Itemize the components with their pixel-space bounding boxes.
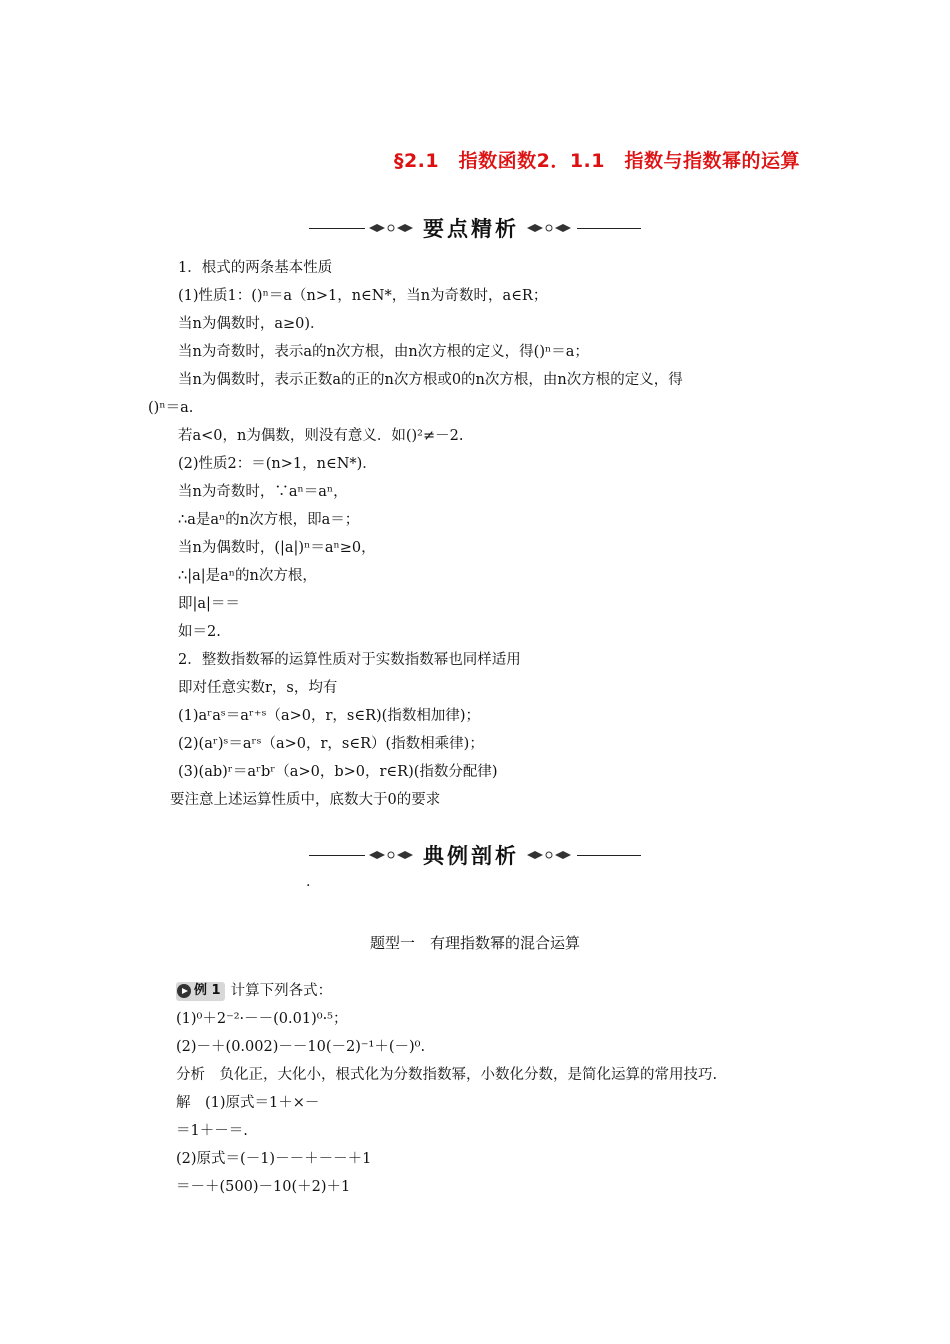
body-line: 当n为偶数时，表示正数a的正的n次方根或0的n次方根，由n次方根的定义，得 [178,372,683,388]
page-title: §2.1 指数函数2．1.1 指数与指数幂的运算 [393,150,800,172]
banner-rule-left [309,228,365,229]
example-line: ＝－＋(500)－10(＋2)＋1 [176,1179,351,1195]
body-line: 如＝2. [178,624,221,640]
example-line: 分析 负化正，大化小，根式化为分数指数幂，小数化分数，是简化运算的常用技巧. [176,1067,718,1083]
example-prompt: 计算下列各式： [230,983,333,999]
example-header [176,981,332,1001]
body-line: (2)(aʳ)ˢ＝aʳˢ（a>0，r，s∈R）(指数相乘律)； [178,736,484,752]
body-line: 当n为奇数时，表示a的n次方根，由n次方根的定义，得()ⁿ＝a； [178,344,589,360]
banner-rule-right [577,855,641,856]
body-line: 当n为偶数时，(|a|)ⁿ＝aⁿ≥0， [178,540,376,556]
body-line: ∴a是aⁿ的n次方根，即a＝； [178,512,360,528]
example-badge: 例 1 [176,982,225,1001]
body-line: (3)(ab)ʳ＝aʳbʳ（a>0，b>0，r∈R)(指数分配律) [178,764,498,780]
body-line: 当n为偶数时，a≥0)． [178,316,325,332]
body-line: 1．根式的两条基本性质 [178,260,333,276]
body-line: (1)性质1：()ⁿ＝a（n>1，n∈N*，当n为奇数时，a∈R； [178,288,548,304]
ornament-right-icon [527,223,573,233]
body-line: (2)性质2：＝(n>1，n∈N*)． [178,456,377,472]
section-banner-key-points [0,213,950,243]
stray-dot: . [306,874,311,890]
type-heading: 题型一 有理指数幂的混合运算 [369,934,580,952]
section-label-key-points: 要点精析 [423,217,519,241]
ornament-left-icon [369,850,415,860]
ornament-right-icon [527,850,573,860]
banner-rule-right [577,228,641,229]
body-line: (1)aʳaˢ＝aʳ⁺ˢ（a>0，r，s∈R)(指数相加律)； [178,708,480,724]
body-line: 当n为奇数时，∵aⁿ＝aⁿ， [178,484,348,500]
ornament-left-icon [369,223,415,233]
body-line: 即对任意实数r，s，均有 [178,680,338,696]
body-line: 要注意上述运算性质中，底数大于0的要求 [170,792,441,808]
play-icon [177,984,191,998]
banner-rule-left [309,855,365,856]
example-line: (2)原式＝(－1)－－＋－－＋1 [176,1151,372,1167]
example-line: 解 (1)原式＝1＋×－ [176,1095,320,1111]
body-line: ()ⁿ＝a. [148,400,194,416]
example-line: (1)⁰＋2⁻²·－－(0.01)⁰·⁵； [176,1011,348,1027]
section-banner-examples [0,840,950,870]
section-label-examples: 典例剖析 [423,844,519,868]
body-line: 即|a|＝＝ [178,596,240,612]
body-line: 2．整数指数幂的运算性质对于实数指数幂也同样适用 [178,652,521,668]
example-line: ＝1＋－＝. [176,1123,248,1139]
body-line: 若a<0，n为偶数，则没有意义．如()²≠－2. [178,428,464,444]
example-line: (2)－＋(0.002)－－10(－2)⁻¹＋(－)⁰. [176,1039,426,1055]
body-line: ∴|a|是aⁿ的n次方根， [178,568,317,584]
